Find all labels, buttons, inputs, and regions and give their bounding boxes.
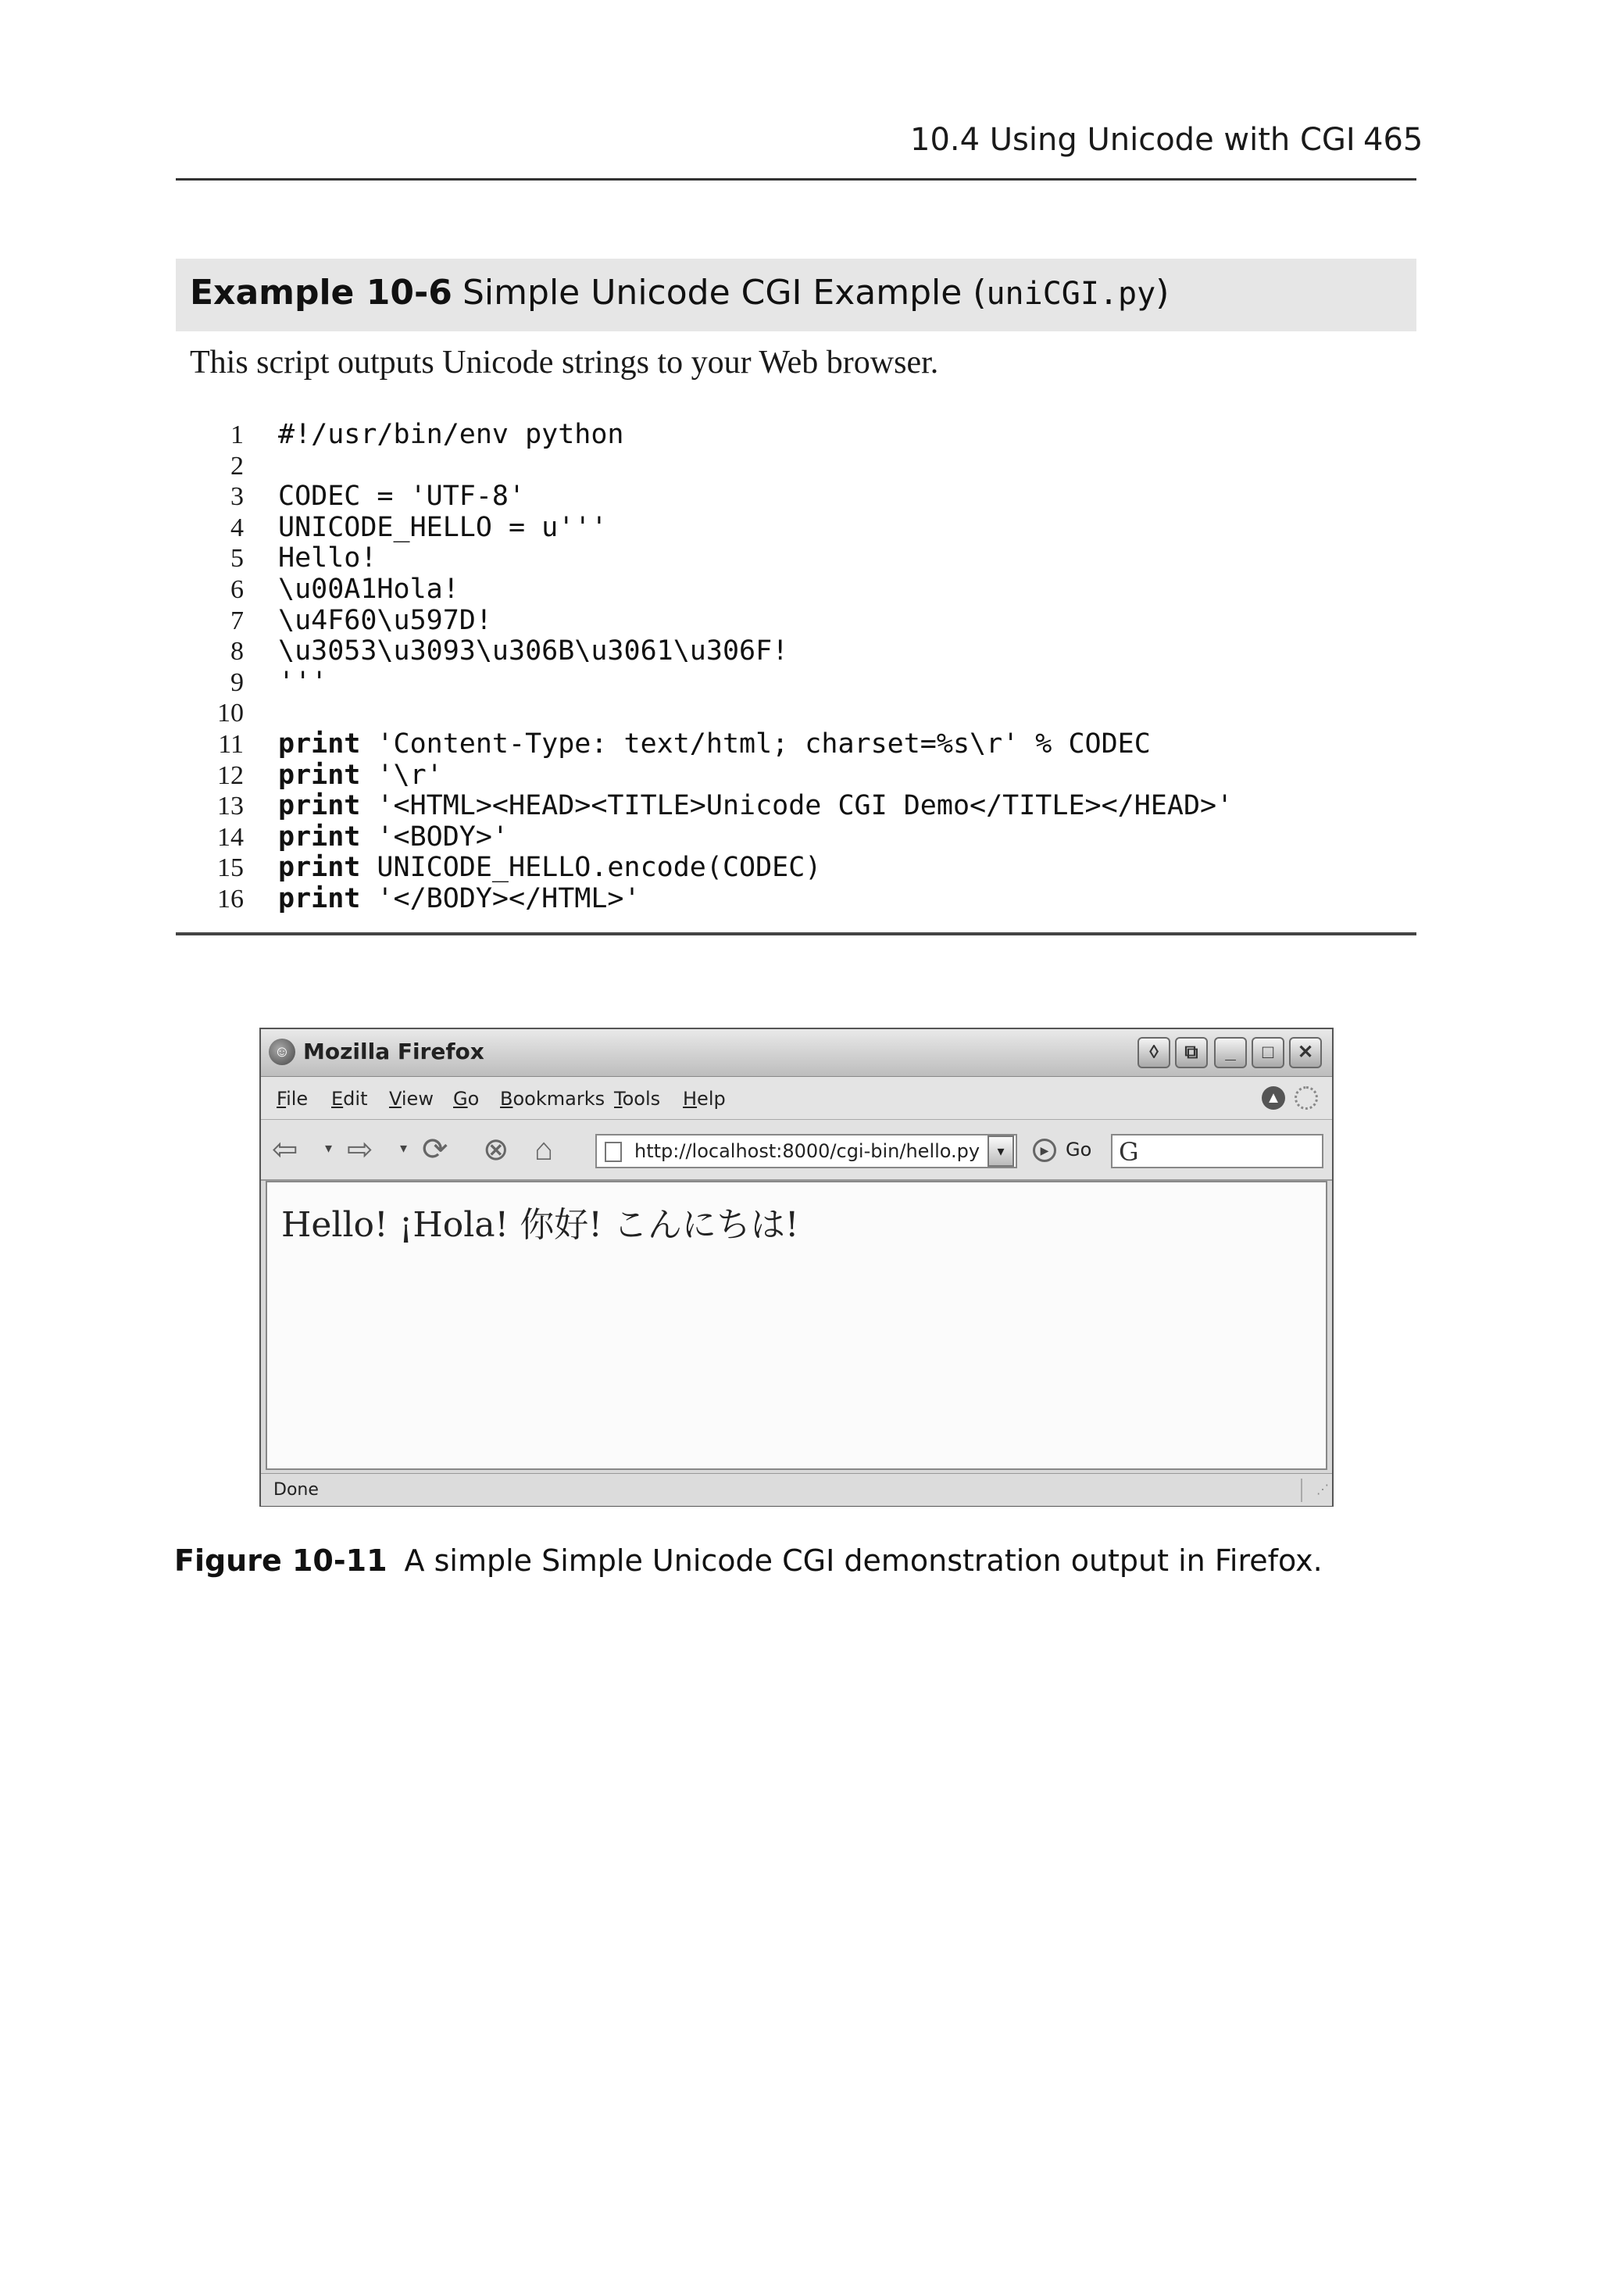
code-text: CODEC = 'UTF-8' bbox=[278, 481, 526, 513]
code-line bbox=[211, 698, 1383, 729]
url-bar[interactable] bbox=[595, 1134, 1017, 1168]
firefox-window bbox=[259, 1028, 1334, 1507]
code-text: '<BODY>' bbox=[360, 821, 509, 853]
figure-label: Figure 10-11 bbox=[174, 1543, 388, 1578]
example-label: Example 10-6 bbox=[190, 273, 452, 313]
home-icon[interactable]: ⌂ bbox=[534, 1132, 554, 1167]
line-code bbox=[278, 574, 459, 606]
line-number: 15 bbox=[217, 853, 244, 883]
go-icon[interactable]: ▶ bbox=[1033, 1139, 1056, 1162]
line-number: 8 bbox=[230, 637, 244, 667]
running-header bbox=[0, 116, 1600, 163]
code-line bbox=[211, 543, 1383, 574]
keyword: print bbox=[278, 728, 361, 760]
page-icon bbox=[605, 1142, 622, 1162]
code-line bbox=[211, 884, 1383, 915]
forward-arrow-icon[interactable]: ⇨ bbox=[347, 1132, 373, 1167]
code-line bbox=[211, 729, 1383, 760]
resize-grip-icon[interactable]: ⋰ bbox=[1301, 1479, 1329, 1502]
code-line bbox=[211, 451, 1383, 482]
menu-bar bbox=[261, 1077, 1332, 1120]
code-line bbox=[211, 481, 1383, 513]
minimize-button[interactable]: _ bbox=[1214, 1037, 1247, 1068]
example-title bbox=[462, 273, 1169, 313]
back-window-icon[interactable]: ◊ bbox=[1138, 1037, 1170, 1068]
firefox-icon: ☺ bbox=[269, 1039, 295, 1065]
maximize-button[interactable]: □ bbox=[1252, 1037, 1284, 1068]
code-line bbox=[211, 513, 1383, 544]
google-search-icon[interactable]: G bbox=[1119, 1137, 1139, 1167]
page-number: 465 bbox=[1363, 122, 1423, 158]
rendered-hello-text: Hello! ¡Hola! 你好! こんにちは! bbox=[281, 1205, 799, 1245]
section-title: 10.4 Using Unicode with CGI bbox=[910, 122, 1355, 158]
example-title-close: ) bbox=[1155, 273, 1170, 313]
forward-dropdown-icon[interactable]: ▾ bbox=[400, 1140, 408, 1156]
example-title-text: Simple Unicode CGI Example ( bbox=[462, 273, 987, 313]
code-line bbox=[211, 853, 1383, 884]
keyword: print bbox=[278, 821, 361, 853]
back-arrow-icon[interactable]: ⇦ bbox=[272, 1132, 298, 1167]
code-text: UNICODE_HELLO = u''' bbox=[278, 511, 608, 543]
window-title: Mozilla Firefox bbox=[303, 1039, 484, 1064]
line-number: 16 bbox=[217, 884, 244, 914]
example-heading bbox=[176, 259, 1416, 331]
line-number: 11 bbox=[218, 729, 244, 759]
line-number: 7 bbox=[230, 606, 244, 635]
line-number: 6 bbox=[230, 574, 244, 604]
figure-caption-text: A simple Simple Unicode CGI demonstration output in Firefox. bbox=[404, 1543, 1323, 1578]
line-code bbox=[278, 760, 443, 792]
line-code bbox=[278, 729, 1151, 760]
line-code bbox=[278, 884, 641, 915]
example-intro: This script outputs Unicode strings to your Web browser. bbox=[190, 345, 939, 381]
line-number: 9 bbox=[230, 667, 244, 697]
figure-caption bbox=[174, 1543, 1323, 1578]
menu-file[interactable]: File bbox=[277, 1088, 309, 1110]
navigation-toolbar bbox=[261, 1120, 1332, 1181]
code-text: UNICODE_HELLO.encode(CODEC) bbox=[360, 852, 822, 884]
code-text: \u3053\u3093\u306B\u3061\u306F! bbox=[278, 635, 789, 667]
code-line bbox=[211, 822, 1383, 853]
code-line bbox=[211, 760, 1383, 792]
menu-edit[interactable]: Edit bbox=[331, 1088, 368, 1110]
code-text: '<HTML><HEAD><TITLE>Unicode CGI Demo</TITLE></HEAD>' bbox=[360, 790, 1234, 822]
code-text: \u4F60\u597D! bbox=[278, 604, 492, 636]
line-number: 4 bbox=[230, 513, 244, 542]
reload-icon[interactable]: ⟳ bbox=[422, 1132, 448, 1167]
code-line bbox=[211, 667, 1383, 699]
keyword: print bbox=[278, 759, 361, 791]
line-code bbox=[278, 481, 525, 513]
menu-bookmarks[interactable]: Bookmarks bbox=[500, 1088, 605, 1110]
line-number: 12 bbox=[217, 760, 244, 790]
line-number: 10 bbox=[217, 699, 244, 728]
page-content bbox=[266, 1181, 1327, 1470]
menu-go[interactable]: Go bbox=[453, 1088, 480, 1110]
code-line bbox=[211, 574, 1383, 606]
line-number: 1 bbox=[230, 420, 244, 449]
code-line bbox=[211, 606, 1383, 637]
close-button[interactable]: ✕ bbox=[1289, 1037, 1322, 1068]
header-rule bbox=[176, 178, 1416, 181]
code-line bbox=[211, 420, 1383, 451]
line-code bbox=[278, 636, 788, 667]
line-code bbox=[278, 420, 624, 451]
line-code bbox=[278, 606, 492, 637]
status-bar bbox=[261, 1473, 1332, 1506]
download-icon[interactable]: ▲ bbox=[1262, 1086, 1285, 1110]
keyword: print bbox=[278, 882, 361, 914]
code-text: Hello! bbox=[278, 542, 377, 574]
code-text: '\r' bbox=[360, 759, 443, 791]
keyword: print bbox=[278, 790, 361, 822]
url-dropdown-icon[interactable]: ▾ bbox=[988, 1135, 1014, 1167]
code-text: 'Content-Type: text/html; charset=%s\r' % CODEC bbox=[360, 728, 1151, 760]
line-code bbox=[278, 667, 327, 699]
code-line bbox=[211, 636, 1383, 667]
line-number: 3 bbox=[230, 482, 244, 512]
code-line bbox=[211, 791, 1383, 822]
example-bottom-rule bbox=[176, 932, 1416, 935]
search-bar[interactable] bbox=[1111, 1134, 1323, 1168]
code-text: \u00A1Hola! bbox=[278, 573, 459, 605]
back-dropdown-icon[interactable]: ▾ bbox=[325, 1140, 333, 1156]
url-text: http://localhost:8000/cgi-bin/hello.py bbox=[634, 1140, 980, 1162]
example-filename: uniCGI.py bbox=[986, 276, 1156, 312]
code-listing bbox=[211, 420, 1383, 915]
go-button[interactable]: Go bbox=[1066, 1139, 1092, 1161]
line-code bbox=[278, 853, 821, 884]
title-bar bbox=[261, 1029, 1332, 1077]
stop-icon[interactable]: ⊗ bbox=[483, 1132, 509, 1167]
status-text: Done bbox=[273, 1480, 319, 1500]
throbber-icon bbox=[1295, 1086, 1318, 1110]
code-text: #!/usr/bin/env python bbox=[278, 419, 624, 450]
keyword: print bbox=[278, 852, 361, 884]
line-number: 13 bbox=[217, 792, 244, 821]
restore-window-icon[interactable]: ⧉ bbox=[1175, 1037, 1208, 1068]
menu-view[interactable]: View bbox=[389, 1088, 434, 1110]
line-number: 5 bbox=[230, 544, 244, 574]
line-code bbox=[278, 791, 1233, 822]
menu-help[interactable]: Help bbox=[683, 1088, 726, 1110]
code-text: '</BODY></HTML>' bbox=[360, 882, 641, 914]
line-code bbox=[278, 513, 607, 544]
line-number: 14 bbox=[217, 822, 244, 852]
line-code bbox=[278, 822, 509, 853]
line-code bbox=[278, 543, 377, 574]
menu-tools[interactable]: Tools bbox=[614, 1088, 661, 1110]
code-text: ''' bbox=[278, 666, 328, 698]
line-number: 2 bbox=[230, 451, 244, 481]
